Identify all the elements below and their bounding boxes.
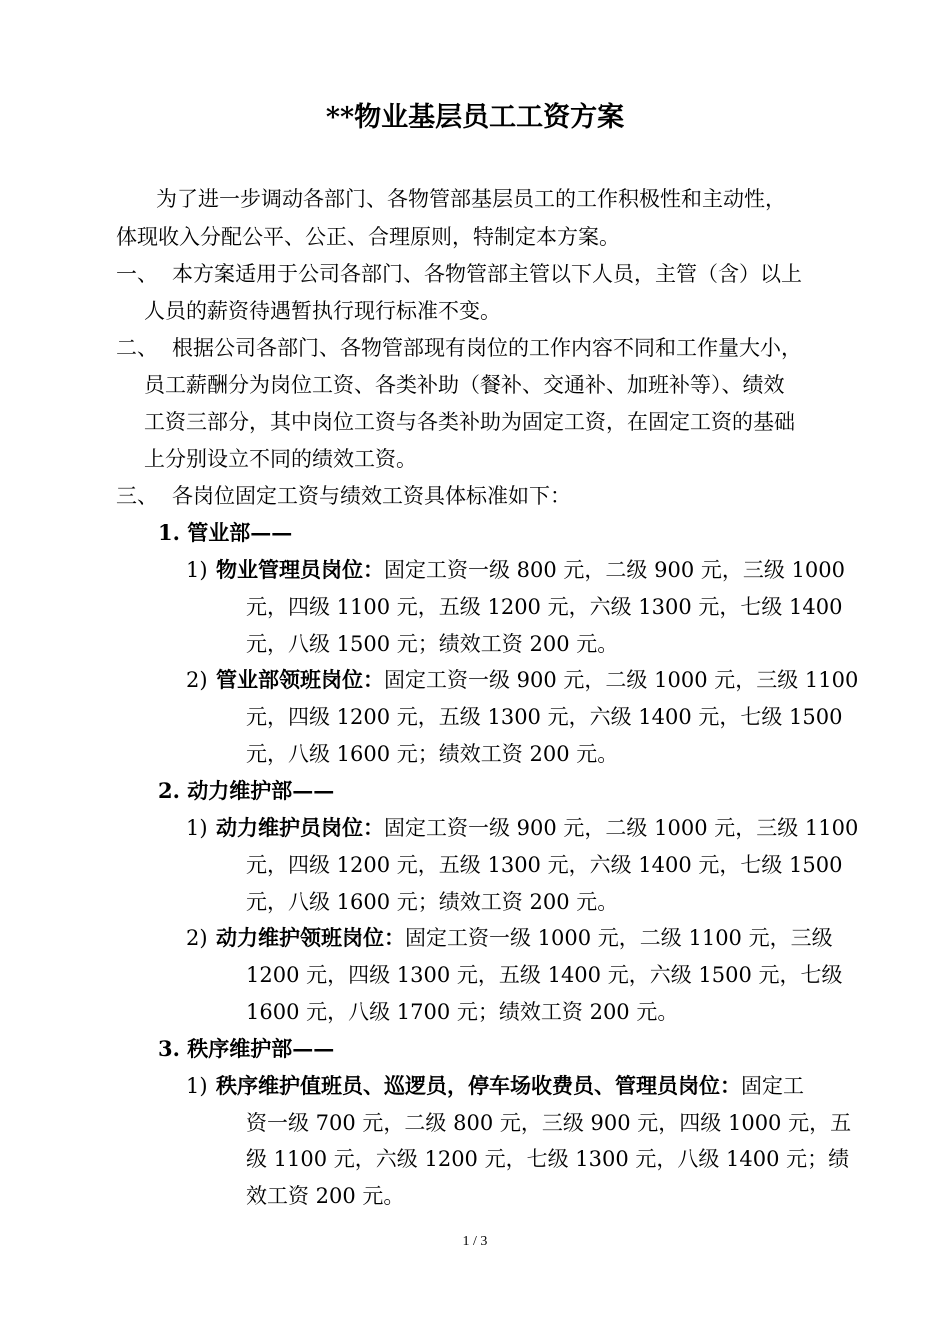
- dept-2-item-2-first: 固定工资一级 1000 元，二级 1100 元，三级: [405, 926, 833, 950]
- document-title: **物业基层员工工资方案: [325, 102, 625, 133]
- dept-3-item-1-line-1: [216, 1068, 804, 1104]
- clause-1-marker: 一、: [116, 262, 158, 286]
- clause-1-line-2: 人员的薪资待遇暂执行现行标准不变。: [144, 299, 501, 323]
- dept-1-item-2-marker: 2): [186, 668, 208, 692]
- dept-2-item-1-first: 固定工资一级 900 元，二级 1000 元，三级 1100: [384, 816, 859, 840]
- clause-3-line-1: 各岗位固定工资与绩效工资具体标准如下：: [172, 484, 571, 508]
- dept-1-item-1-line-2: 元，四级 1100 元，五级 1200 元，六级 1300 元，七级 1400: [246, 595, 843, 619]
- clause-3-marker: 三、: [116, 484, 158, 508]
- dept-3-heading: 3. 秩序维护部——: [158, 1036, 335, 1061]
- clause-2-marker: 二、: [116, 336, 158, 360]
- clause-2-line-3: 工资三部分，其中岗位工资与各类补助为固定工资，在固定工资的基础: [144, 410, 795, 434]
- dept-1-item-2-first: 固定工资一级 900 元，二级 1000 元，三级 1100: [384, 668, 859, 692]
- dept-1-item-1-role: 物业管理员岗位：: [216, 557, 384, 582]
- dept-1-item-1-first: 固定工资一级 800 元，二级 900 元，三级 1000: [384, 558, 845, 582]
- dept-2-item-2-line-1: [216, 920, 833, 956]
- dept-1-item-2-line-2: 元，四级 1200 元，五级 1300 元，六级 1400 元，七级 1500: [246, 705, 843, 729]
- dept-2-item-1-marker: 1): [186, 816, 208, 840]
- dept-1-heading: 1. 管业部——: [158, 520, 293, 545]
- dept-2-item-2-line-2: 1200 元，四级 1300 元，五级 1400 元，六级 1500 元，七级: [246, 963, 843, 987]
- dept-3-item-1-marker: 1): [186, 1074, 208, 1098]
- dept-3-item-1-role: 秩序维护值班员、巡逻员，停车场收费员、管理员岗位：: [216, 1073, 741, 1098]
- clause-2-line-4: 上分别设立不同的绩效工资。: [144, 447, 417, 471]
- dept-2-item-1-line-1: [216, 810, 858, 846]
- dept-3-item-1-line-2: 资一级 700 元，二级 800 元，三级 900 元，四级 1000 元，五: [246, 1111, 852, 1135]
- dept-1-item-1-marker: 1): [186, 558, 208, 582]
- dept-2-heading: 2. 动力维护部——: [158, 778, 335, 803]
- dept-1-item-2-role: 管业部领班岗位：: [216, 667, 384, 692]
- dept-3-item-1-first: 固定工: [741, 1074, 804, 1098]
- clause-2-line-1: 根据公司各部门、各物管部现有岗位的工作内容不同和工作量大小，: [172, 336, 802, 360]
- intro-line-1: 为了进一步调动各部门、各物管部基层员工的工作积极性和主动性，: [156, 187, 786, 211]
- dept-2-item-1-line-2: 元，四级 1200 元，五级 1300 元，六级 1400 元，七级 1500: [246, 853, 843, 877]
- dept-2-item-2-line-3: 1600 元，八级 1700 元；绩效工资 200 元。: [246, 1000, 679, 1024]
- clause-2-line-2: 员工薪酬分为岗位工资、各类补助（餐补、交通补、加班补等）、绩效: [144, 373, 785, 397]
- dept-3-item-1-line-4: 效工资 200 元。: [246, 1184, 405, 1208]
- dept-2-item-2-role: 动力维护领班岗位：: [216, 925, 405, 950]
- intro-line-2: 体现收入分配公平、公正、合理原则，特制定本方案。: [116, 225, 620, 249]
- dept-2-item-2-marker: 2): [186, 926, 208, 950]
- dept-1-item-2-line-1: [216, 662, 858, 698]
- dept-1-item-2-line-3: 元，八级 1600 元；绩效工资 200 元。: [246, 742, 619, 766]
- dept-3-item-1-line-3: 级 1100 元，六级 1200 元，七级 1300 元，八级 1400 元；绩: [246, 1147, 850, 1171]
- dept-2-item-1-role: 动力维护员岗位：: [216, 815, 384, 840]
- dept-1-item-1-line-3: 元，八级 1500 元；绩效工资 200 元。: [246, 632, 619, 656]
- page-number: 1 / 3: [462, 1234, 488, 1249]
- dept-1-item-1-line-1: [216, 552, 845, 588]
- clause-1-line-1: 本方案适用于公司各部门、各物管部主管以下人员，主管（含）以上: [172, 262, 802, 286]
- dept-2-item-1-line-3: 元，八级 1600 元；绩效工资 200 元。: [246, 890, 619, 914]
